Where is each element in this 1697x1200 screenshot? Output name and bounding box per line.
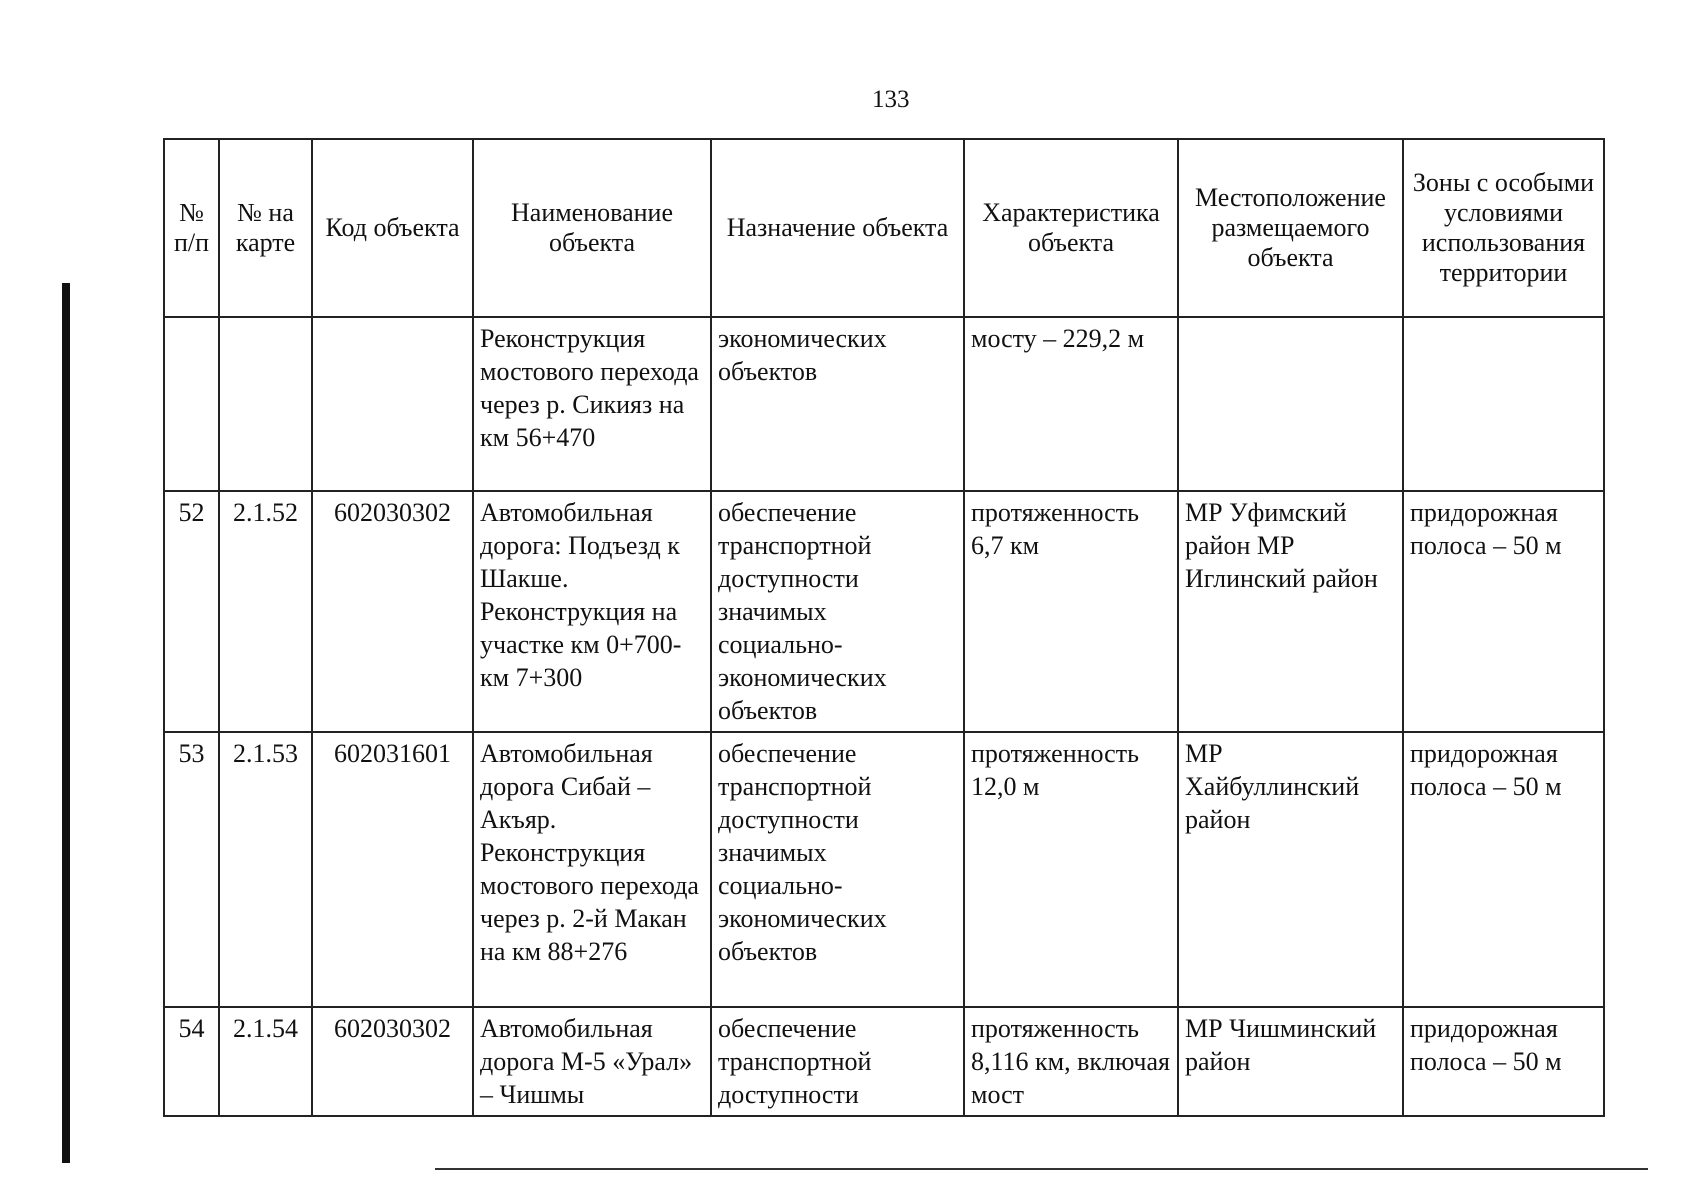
cell-purpose: обеспечение транспортной доступности [711,1007,964,1116]
cell-zones: придорожная полоса – 50 м [1403,491,1604,732]
header-row [164,139,1604,317]
header-cell: Назначение объекта [711,139,964,317]
cell-chars: мосту – 229,2 м [964,317,1178,491]
page-number: 133 [872,86,910,113]
cell-zones: придорожная полоса – 50 м [1403,732,1604,1007]
cell-zones: придорожная полоса – 50 м [1403,1007,1604,1116]
header-cell: Характеристика объекта [964,139,1178,317]
header-cell: № п/п [164,139,219,317]
cell-code: 602030302 [312,1007,473,1116]
cell-chars: протяженность 6,7 км [964,491,1178,732]
cell-map: 2.1.53 [219,732,312,1007]
table-row [164,491,1604,732]
header-cell: Код объекта [312,139,473,317]
cell-name: Автомобильная дорога: Подъезд к Шакше. Реконструкция на участке км 0+700- км 7+300 [473,491,711,732]
cell-num: 52 [164,491,219,732]
cell-num: 54 [164,1007,219,1116]
cell-map: 2.1.52 [219,491,312,732]
table-row [164,732,1604,1007]
cell-num [164,317,219,491]
cell-code: 602030302 [312,491,473,732]
objects-table [163,138,1605,1117]
table-row [164,1007,1604,1116]
scan-margin-bar [62,283,70,1163]
table-row [164,317,1604,491]
cell-name: Реконструкция мостового перехода через р. Сикияз на км 56+470 [473,317,711,491]
cell-name: Автомобильная дорога М-5 «Урал» – Чишмы [473,1007,711,1116]
cell-location [1178,317,1403,491]
header-cell: Зоны с особыми условиями использования территории [1403,139,1604,317]
cell-code [312,317,473,491]
header-cell: Наименование объекта [473,139,711,317]
bottom-rule [435,1168,1648,1170]
header-cell: Местоположение размещаемого объекта [1178,139,1403,317]
cell-zones [1403,317,1604,491]
cell-purpose: обеспечение транспортной доступности значимых социально-экономических объектов [711,732,964,1007]
cell-num: 53 [164,732,219,1007]
header-cell: № на карте [219,139,312,317]
cell-name: Автомобильная дорога Сибай – Акъяр. Реконструкция мостового перехода через р. 2-й Макан на км 88+276 [473,732,711,1007]
cell-map: 2.1.54 [219,1007,312,1116]
cell-location: МР Уфимский район МР Иглинский район [1178,491,1403,732]
cell-code: 602031601 [312,732,473,1007]
cell-location: МР Хайбуллинский район [1178,732,1403,1007]
cell-location: МР Чишминский район [1178,1007,1403,1116]
cell-map [219,317,312,491]
cell-purpose: обеспечение транспортной доступности значимых социально-экономических объектов [711,491,964,732]
cell-purpose: экономических объектов [711,317,964,491]
cell-chars: протяженность 8,116 км, включая мост [964,1007,1178,1116]
cell-chars: протяженность 12,0 м [964,732,1178,1007]
